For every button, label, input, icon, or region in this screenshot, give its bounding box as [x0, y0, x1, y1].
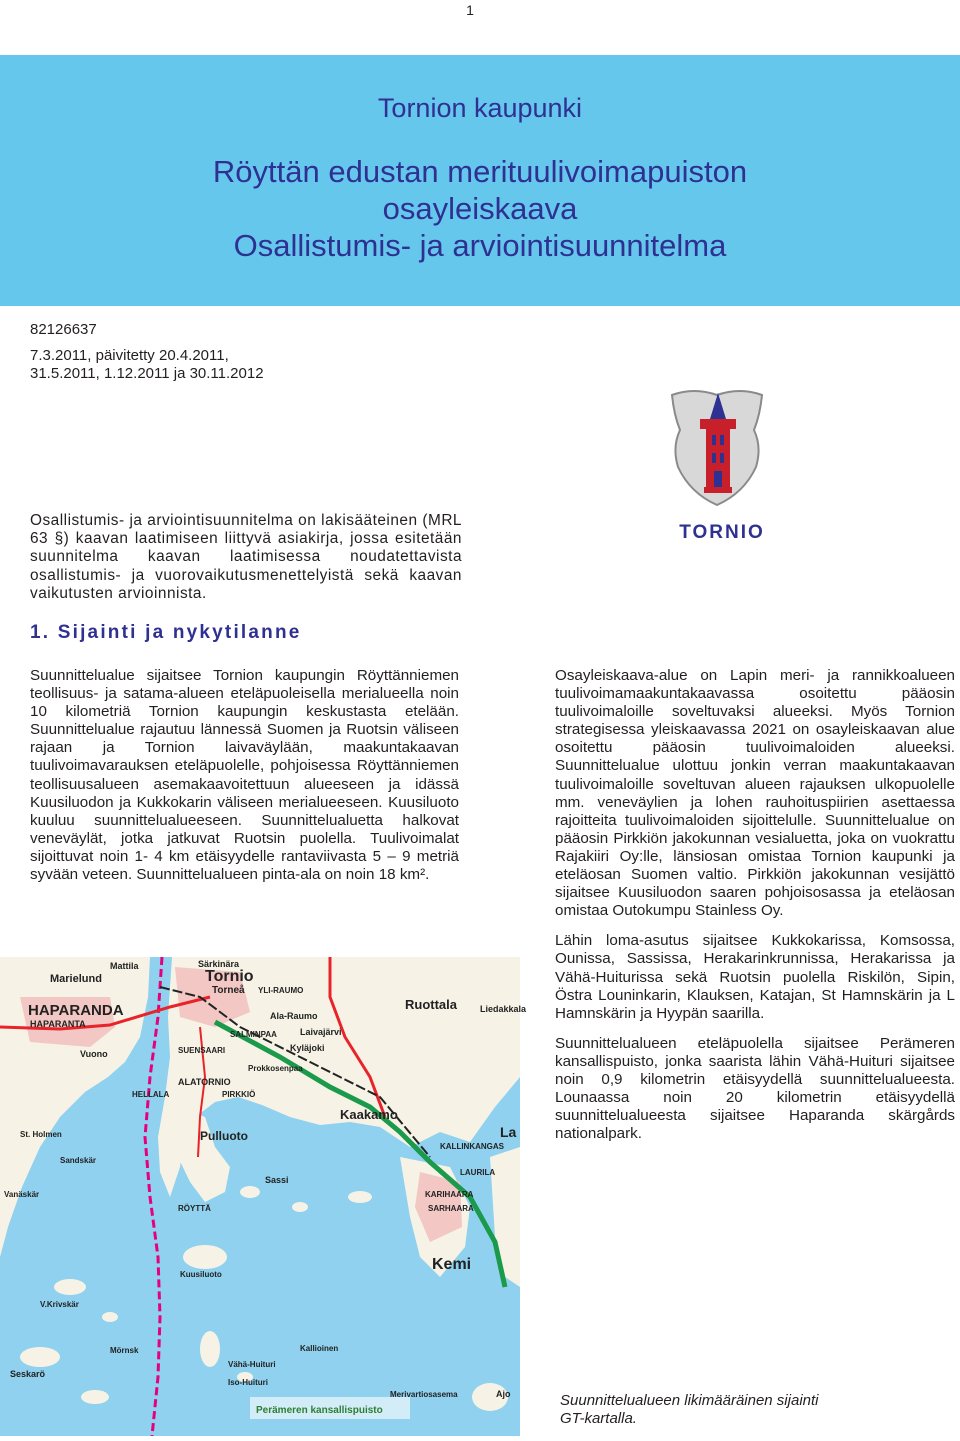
map-label-iso-huituri: Iso-Huituri — [228, 1378, 268, 1387]
location-map — [0, 957, 527, 1436]
map-label-perameren-kansallispuisto: Perämeren kansallispuisto — [256, 1405, 383, 1416]
map-island — [54, 1279, 86, 1295]
section-heading: 1. Sijainti ja nykytilanne — [30, 622, 302, 643]
map-label-laurila: LAURILA — [460, 1168, 496, 1177]
title-line-2: osayleiskaava — [382, 191, 578, 226]
map-label-st-holmen: St. Holmen — [20, 1130, 62, 1139]
left-paragraph-1: Suunnittelualue sijaitsee Tornion kaupungin Röyttänniemen teollisuus- ja satama-alueen eteläpuoleisella merialueella noin 10 kilometriä Tornion kaupungin keskustasta etelään. Suunnittelualue rajautuu lännessä Suomen ja Ruotsin väliseen rajaan ja Tornion laivaväylään, maakuntakaavan tuulivoimavarauksen eteläpuolelle, pohjoisessa Röyttänniemen teollisuusalueen asemakaavoitettuun alueeseen ja idässä Kuusiluodon ja Kukkokarin väliseen merialueeseen. Kuusiluoto kuuluu suunnittelualueeseen. Suunnittelualuetta halkovat veneväylät, jotka jatkuvat Ruotsin puolella. Tuulivoimalat sijoittuvat noin 1- 4 km etäisyydelle rantaviivasta 5 – 9 metriä syvään veteen. Suunnittelualueen pinta-ala on noin 18 km². — [30, 667, 459, 884]
map-label-v-krivskar: V.Krivskär — [40, 1300, 79, 1309]
caption-line-1: Suunnittelualueen likimääräinen sijainti — [560, 1392, 819, 1409]
map-label-vaha-huituri: Vähä-Huituri — [228, 1360, 276, 1369]
right-paragraph-2: Lähin loma-asutus sijaitsee Kukkokarissa, Komsossa, Ounissa, Sassissa, Herakarinkrunnissa, Herakarissa ja Vähä-Huiturissa sekä Ruotsin puolella Riskilön, Sipin, Östra Louninkarin, Klauksen, Katajan, St Hamnskärin ja L Hamnskärin ja Hyypän saarilla. — [555, 932, 955, 1022]
map-label-kaakamo: Kaakamo — [340, 1107, 398, 1122]
map-label-sassi: Sassi — [265, 1175, 289, 1185]
organization-name: Tornion kaupunki — [377, 93, 583, 123]
title-line-1: Röyttän edustan merituulivoimapuiston — [212, 154, 748, 189]
map-label-hellala: HELLALA — [132, 1090, 170, 1099]
map-label-laivajarvi: Laivajärvi — [300, 1027, 342, 1037]
map-label-karihaara: KARIHAARA — [425, 1190, 474, 1199]
map-label-vanaskar: Vanäskär — [4, 1190, 40, 1199]
left-column — [30, 667, 459, 896]
document-number: 82126637 — [30, 321, 97, 338]
map-label-vuono: Vuono — [80, 1049, 108, 1059]
title-banner — [0, 55, 960, 306]
map-label-pulluoto: Pulluoto — [200, 1129, 248, 1143]
document-title — [0, 153, 960, 264]
map-caption — [560, 1392, 920, 1428]
map-island — [102, 1312, 118, 1322]
map-label-roytta: RÖYTTÄ — [178, 1204, 211, 1213]
right-column — [555, 667, 955, 1155]
map-label-marielund: Marielund — [50, 973, 102, 985]
map-label-suensaari: SUENSAARI — [178, 1046, 226, 1055]
map-label-liedakkala: Liedakkala — [480, 1004, 527, 1014]
crest-label: TORNIO — [679, 522, 765, 543]
caption-line-2: GT-kartalla. — [560, 1410, 637, 1427]
map-label-ajo: Ajo — [496, 1389, 511, 1399]
map-island — [20, 1347, 60, 1367]
date-line-2: 31.5.2011, 1.12.2011 ja 30.11.2012 — [30, 365, 264, 382]
map-label-sarkinara: Särkinära — [198, 959, 240, 969]
map-label-kemi: Kemi — [432, 1256, 472, 1273]
map-label-kallioinen: Kallioinen — [300, 1344, 339, 1353]
intro-paragraph: Osallistumis- ja arviointisuunnitelma on lakisääteinen (MRL 63 §) kaavan laatimiseen liittyvä asiakirja, jossa esitetään suunnitelma kaavan laatimisessa noudatettavista osallistumis- ja vuorovaikutusmenettelyistä sekä kaavan vaikutusten arvioinnista. — [30, 512, 462, 602]
map-label-mornsk: Mörnsk — [110, 1346, 139, 1355]
map-island — [348, 1191, 372, 1203]
map-label-pirkkio: PIRKKIÖ — [222, 1090, 256, 1099]
map-label-salmirapa: SALMINPAA — [230, 1030, 277, 1039]
right-paragraph-1: Osayleiskaava-alue on Lapin meri- ja rannikkoalueen tuulivoimamaakuntakaavassa osoitettu pääosin tuulivoimaloille soveltuvaksi alueeksi. Myös Tornion strategisessa yleiskaavassa 2021 on osayleiskaavan alue osoitettu pääosin tuulivoimaloiden alueeksi. Suunnittelualue ulottuu jonkin verran maakuntakaavan tuulivoimaloille soveltuvan alueen rajauksen ulkopuolelle mm. veneväylien ja lohen rauhoituspiirien asettaessa rajoitteita tuulivoimaloiden sijoittelulle. Suunnittelualue on pääosin Pirkkiön jakokunnan vesialuetta, joka on vuokrattu Rajakiiri Oy:lle, länsiosan omistaa Tornion kaupunki ja eteläosan Suomen valtio. Pirkkiön jakokunnan vesijättö sijaitsee Kuusiluodon saaren pohjoisosassa ja eteläosan omistaa Outokumpu Stainless Oy. — [555, 667, 955, 920]
map-label-alatornio: ALATORNIO — [178, 1077, 231, 1087]
map-label-merivartiosasema: Merivartiosasema — [390, 1390, 458, 1399]
map-label-seskaro: Seskarö — [10, 1369, 46, 1379]
map-label-tornea: Torneå — [212, 985, 245, 996]
map-island — [200, 1331, 220, 1367]
title-line-3: Osallistumis- ja arviointisuunnitelma — [233, 228, 727, 263]
date-line-1: 7.3.2011, päivitetty 20.4.2011, — [30, 347, 229, 364]
map-label-ruottala: Ruottala — [405, 997, 457, 1012]
map-label-sarhaara: SARHAARA — [428, 1204, 474, 1213]
map-label-haparanda: HAPARANDA — [28, 1002, 124, 1019]
page-number: 1 — [466, 2, 474, 18]
map-label-la: La — [500, 1124, 517, 1140]
map-label-kylajoki: Kyläjoki — [290, 1043, 325, 1053]
map-label-tornio: Tornio — [205, 968, 254, 985]
map-label-kuusiluoto: Kuusiluoto — [180, 1270, 222, 1279]
map-label-alaraumo: Ala-Raumo — [270, 1011, 318, 1021]
map-label-haparanta: HAPARANTA — [30, 1019, 86, 1029]
map-kuusiluoto-island — [183, 1245, 227, 1269]
tornio-coat-of-arms-icon — [664, 385, 770, 509]
map-island — [81, 1390, 109, 1404]
right-paragraph-3: Suunnittelualueen eteläpuolella sijaitsee Perämeren kansallispuisto, jonka saarista lähin Vähä-Huituri sijaitsee noin 0,9 kilometrin etäisyydellä suunnittelualueesta. Lounaassa noin 20 kilometrin etäisyydellä suunnittelualueesta sijaitsee Haparanda skärgårds nationalpark. — [555, 1034, 955, 1143]
map-label-mattila: Mattila — [110, 961, 139, 971]
map-island — [240, 1186, 260, 1198]
map-label-kallinkangas: KALLINKANGAS — [440, 1142, 504, 1151]
document-dates — [30, 347, 264, 383]
map-island — [292, 1202, 308, 1212]
map-label-sandskar: Sandskär — [60, 1156, 97, 1165]
map-svg — [0, 957, 527, 1436]
map-label-prokkosenpaa: Prokkosenpaa — [248, 1064, 303, 1073]
map-label-ylirauma: YLI-RAUMO — [258, 986, 304, 995]
